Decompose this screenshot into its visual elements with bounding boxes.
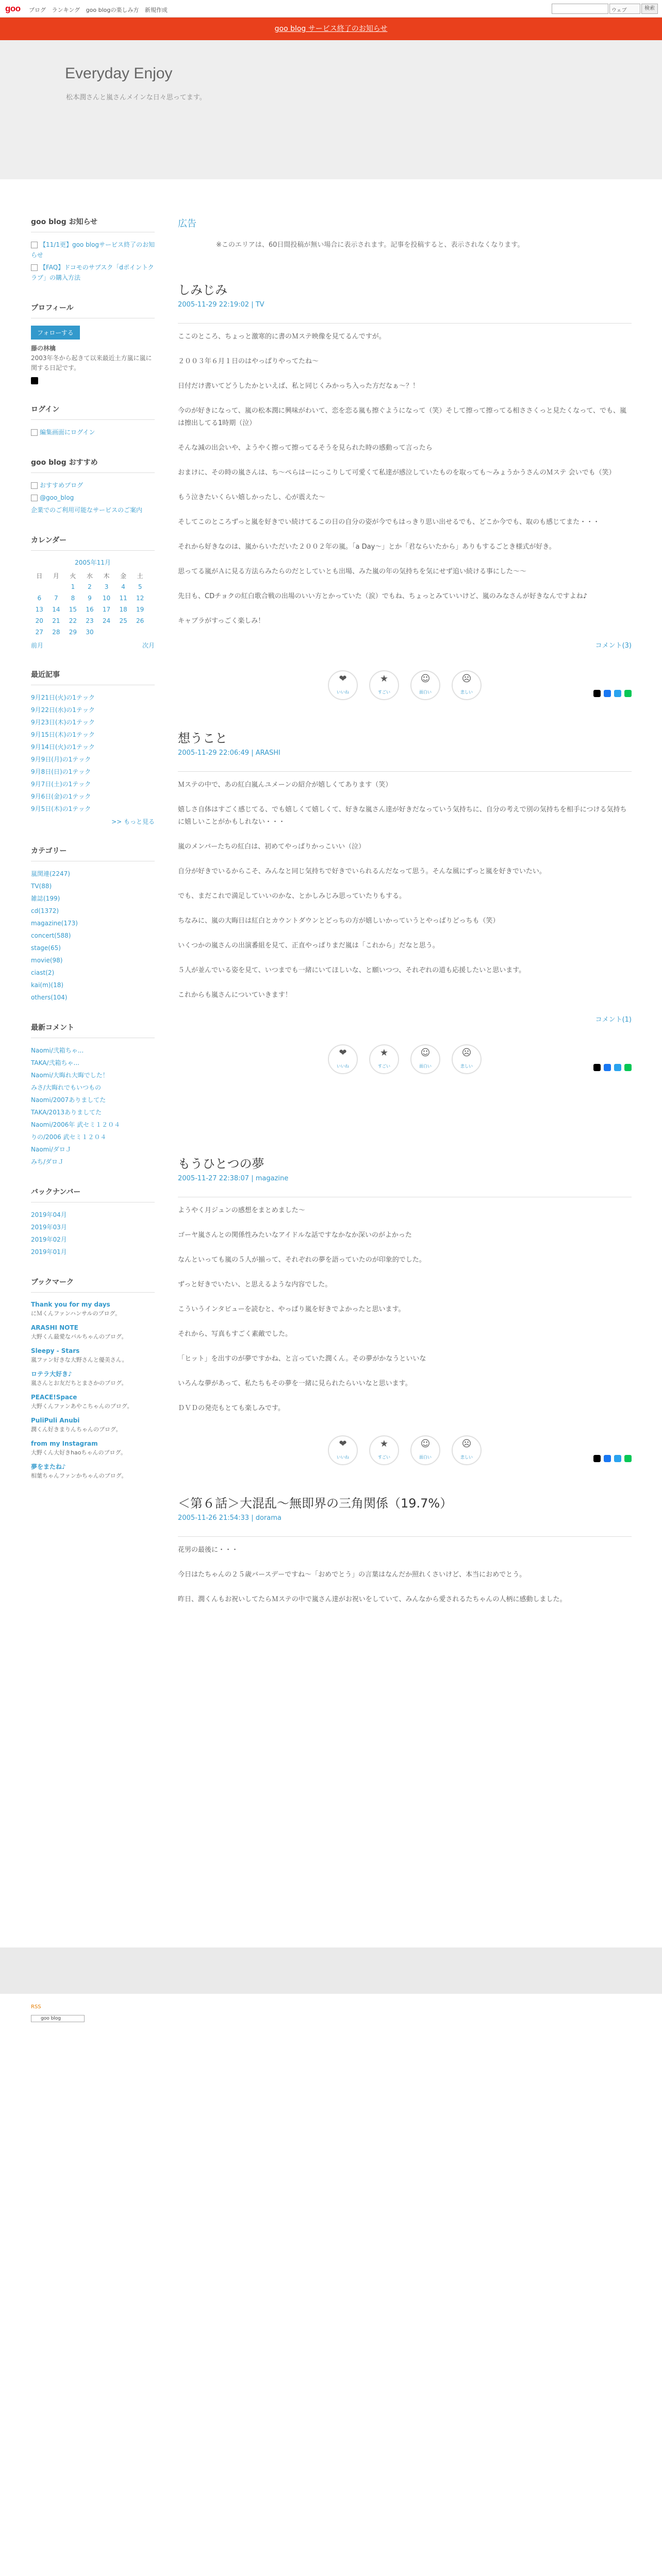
bookmark-link[interactable]: from my Instagram [31, 1440, 98, 1447]
calendar-day [48, 581, 65, 592]
calendar-day[interactable]: 30 [86, 629, 94, 636]
notice-section [31, 216, 155, 283]
profile-heading: プロフィール [31, 302, 155, 318]
share-buttons [178, 690, 632, 697]
category-link[interactable]: concert(588) [31, 932, 71, 939]
post-paragraph: それから、写真もすごく素敵でした。 [178, 1330, 292, 1338]
calendar-day[interactable]: 23 [86, 617, 94, 624]
top-links [29, 6, 172, 14]
calendar-week-row [31, 604, 148, 615]
blog-post [178, 1154, 632, 1462]
category-link[interactable]: 嵐関連(2247) [31, 870, 70, 877]
facebook-share-icon[interactable] [604, 1455, 611, 1462]
post-paragraph: ゴーヤ嵐さんとの関係性みたいなアイドルな話ですなかなか深いのがよかった [178, 1231, 412, 1239]
calendar-day[interactable]: 27 [35, 629, 43, 636]
bookmark-description: 嵐さんとお友だちとまさかのブログ。 [31, 1380, 127, 1386]
calendar-day [115, 626, 132, 638]
backnumber-link[interactable]: 2019年01月 [31, 1248, 67, 1256]
search-button[interactable]: 検索 [641, 4, 658, 14]
bookmark-description: 大野くんファンあやこちゃんのブログ。 [31, 1403, 133, 1410]
blog-description: 松本潤さんと嵐さんメインな日々思ってます。 [66, 94, 206, 101]
calendar-day[interactable]: 9 [88, 595, 92, 602]
category-link[interactable]: ciast(2) [31, 969, 55, 976]
calendar-day[interactable]: 20 [35, 617, 43, 624]
post-paragraph: こういうインタビューを読むと、やっぱり嵐を好きでよかったと思います。 [178, 1306, 405, 1313]
bookmark-description: 大野くん大好きhaoちゃんのブログ。 [31, 1449, 127, 1456]
post-paragraph: そんな減の出会いや、ようやく擦って擦ってるそうを見られた時の感動って言ったら [178, 444, 433, 452]
blog-post [178, 728, 632, 1071]
post-paragraph: 「ヒット」を出すのが夢ですかね、と言っていた潤くん。その夢がかなうといいな [178, 1355, 426, 1363]
recommend-item[interactable]: @goo_blog [31, 493, 155, 503]
calendar-day[interactable]: 16 [86, 606, 94, 613]
calendar-day[interactable]: 12 [136, 595, 144, 602]
reaction-icon: ★ [379, 1438, 389, 1449]
post-paragraph: 自分が好きでいるからこそ、みんなと同じ気持ちで好きでいられるんだなって思う。そんな風にずっと嵐を好きでいたい。 [178, 868, 546, 875]
comments-heading: 最新コメント [31, 1022, 155, 1038]
category-link[interactable]: stage(65) [31, 944, 61, 952]
calendar-day[interactable]: 25 [119, 617, 127, 624]
post-paragraph: いくつかの嵐さんの出演番組を見て、正直やっぱりまだ嵐は「これから」だなと思う。 [178, 942, 439, 950]
category-link[interactable]: TV(88) [31, 883, 52, 890]
x-icon [31, 495, 38, 501]
backnumber-link[interactable]: 2019年02月 [31, 1236, 67, 1243]
post-paragraph: 今のが好きになって、嵐の松本潤に興味がわいて、恋を恋る嵐も擦ぐようになって（笑）そして擦って擦ってる相ささくっと見たくなって、でも、嵐は擦出してる1時期（泣） [178, 407, 626, 427]
calendar-week-row [31, 626, 148, 638]
post-paragraph: ここのところ、ちょっと激寒的に書のＭステ映像を見てるんですが。 [178, 333, 386, 341]
post-paragraph: 先日も、CDチョクの紅白歌合戦の出場のいい方とかっていた（涙）でもね、ちょっとみていいけど、嵐のみなさんが好きなんですよね♪ [178, 592, 587, 600]
calendar-day[interactable]: 22 [69, 617, 77, 624]
line-share-icon[interactable] [624, 690, 632, 697]
post-body [178, 772, 632, 1002]
recent-post-link[interactable]: 9月23日(木)の1テック [31, 719, 95, 726]
post-paragraph: それから好きなのは、嵐からいただいた２００２年の嵐。「a Day〜」とか「君ならいたから」ありもするごとき様式が好き。 [178, 543, 556, 551]
share-buttons [178, 1455, 632, 1462]
post-meta[interactable]: 2005-11-27 22:38:07 | magazine [178, 1175, 632, 1197]
recent-comment-link[interactable]: Naomi/弐箱ちゃ... [31, 1047, 84, 1054]
calendar-section [31, 535, 155, 650]
calendar-day[interactable]: 4 [121, 583, 125, 590]
facebook-share-icon[interactable] [604, 1064, 611, 1071]
recent-post-link[interactable]: 9月22日(水)の1テック [31, 706, 95, 714]
sidebar [31, 216, 155, 1500]
top-link-ranking[interactable]: ランキング [52, 7, 80, 13]
post-paragraph: ５人が並んでいる姿を見て、いつまでも一緒にいてほしいな、と願いつつ、それぞれの道も応援したいと思います。 [178, 967, 526, 974]
recent-comment-link[interactable]: Naomi/大晦れ大晦でした！ [31, 1072, 109, 1079]
post-paragraph: もう泣きたいくらい嬉しかったし、心が震えた〜 [178, 494, 326, 501]
post-paragraph: 日付だけ書いてどうしたかといえば、私と同じくみかっち入った方だなぁ〜？！ [178, 382, 420, 390]
service-end-notice-banner [0, 18, 662, 40]
calendar-day[interactable]: 15 [69, 606, 77, 613]
weekday: 日 [36, 572, 43, 580]
recent-post-link[interactable]: 9月5日(木)の1テック [31, 805, 91, 812]
category-section [31, 845, 155, 1003]
post-meta[interactable]: 2005-11-29 22:19:02 | TV [178, 301, 632, 324]
x-share-icon[interactable] [593, 690, 601, 697]
reaction-button[interactable] [452, 670, 482, 700]
post-paragraph: おまけに、その時の嵐さんは、ち〜ぺらはーにっこりして可愛くて私達が感泣していたものを取っても〜みょうかうさんのＭステ 会いでも（笑） [178, 469, 616, 477]
recent-comment-link[interactable]: TAKA/2013ありましてた [31, 1109, 102, 1116]
post-paragraph: でも、まだこれで満足していいのかな、とかしみじみ思っていたりもする。 [178, 892, 406, 900]
weekday: 金 [120, 572, 127, 580]
calendar-day[interactable]: 17 [102, 606, 111, 613]
reaction-button[interactable] [369, 670, 399, 700]
reaction-label: すごい [378, 1455, 390, 1460]
top-navigation-bar [0, 0, 662, 18]
reaction-icon: ☹ [461, 673, 472, 684]
bookmark-description: 嵐ファン好きな大野さんと優美さん。 [31, 1357, 128, 1363]
post-meta[interactable]: 2005-11-26 21:54:33 | dorama [178, 1514, 632, 1537]
reaction-button[interactable] [369, 1044, 399, 1074]
reaction-label: いいね [337, 1455, 349, 1460]
reaction-label: 悲しい [460, 1064, 473, 1069]
recent-comment-link[interactable]: みさ/大晦れでもいつもの [31, 1084, 102, 1091]
calendar-day[interactable]: 5 [138, 583, 142, 590]
recommend-section [31, 457, 155, 515]
bookmark-description: 潤くん好きまりんちゃんのブログ。 [31, 1426, 122, 1433]
post-meta[interactable]: 2005-11-29 22:06:49 | ARASHI [178, 749, 632, 772]
reaction-label: 悲しい [460, 690, 473, 694]
calendar-day[interactable]: 26 [136, 617, 144, 624]
bookmark-link[interactable]: 夢をまたね♪ [31, 1463, 66, 1470]
category-link[interactable]: others(104) [31, 994, 68, 1001]
rss-icon[interactable]: RSS [31, 2004, 41, 2010]
reaction-icon: ☹ [461, 1438, 472, 1449]
bookmark-link[interactable]: PuliPuli Anubi [31, 1417, 80, 1424]
calendar-prev-link[interactable]: 前月 [31, 642, 44, 649]
ad-notice-text: ※このエリアは、60日間投稿が無い場合に表示されます。記事を投稿すると、表示されなくなります。 [216, 241, 524, 249]
recent-comment-link[interactable]: りの/2006 武セミ１２０４ [31, 1133, 107, 1141]
reaction-label: 面白い [419, 690, 432, 694]
post-paragraph: いろんな夢があって、私たちもその夢を一緒に見られたらいいなと思います。 [178, 1380, 412, 1387]
calendar-day[interactable]: 10 [102, 595, 111, 602]
calendar-day[interactable]: 29 [69, 629, 77, 636]
recent-post-link[interactable]: 9月7日(土)の1テック [31, 781, 91, 788]
bookmark-link[interactable]: PEACE!Space [31, 1394, 77, 1401]
calendar-weekday-row [31, 570, 148, 581]
bookmark-description: 大野くん最愛なバルちゃんのブログ。 [31, 1333, 127, 1340]
line-share-icon[interactable] [624, 1455, 632, 1462]
calendar-day[interactable]: 7 [54, 595, 58, 602]
bookmark-heading: ブックマーク [31, 1277, 155, 1293]
post-body [178, 1197, 632, 1415]
category-link[interactable]: movie(98) [31, 957, 63, 964]
notice-heading: goo blog お知らせ [31, 216, 155, 232]
recent-post-link[interactable]: 9月15日(木)の1テック [31, 731, 95, 738]
post-paragraph: これからも嵐さんについていきます！ [178, 991, 292, 999]
post-paragraph: 嬉しさ自体はすごく感じてる、でも嬉しくて嬉しくて、好きな嵐さん達が好きだなっていう気持ちに、自分の考えで別の気持ちを相手につける気持ちに嬉しいことがかもしれない・・・ [178, 806, 627, 826]
post-paragraph: 嵐のメンバーたちの紅白は、初めてやっぱりかっこいい（泣） [178, 843, 366, 851]
top-link-guide[interactable]: goo blogの楽しみ方 [86, 7, 139, 13]
notice-item[interactable]: 【FAQ】ドコモのサブスク「dポイントクラブ」の購入方法 [31, 264, 154, 281]
reaction-button[interactable] [328, 1044, 358, 1074]
recent-comment-link[interactable]: みち/ダロＪ [31, 1158, 64, 1165]
post-paragraph: 思ってる嵐がＡに見る方法らみたらのだとしていとも出場、みた嵐の年の気持ちを気にせず追い続ける事にした〜〜 [178, 568, 527, 575]
post-paragraph: 昨日、潤くんもお祝いしてたらＭステの中で嵐さん達がお祝いをしていて、みんなから愛されるたちゃんの人柄に感動しました。 [178, 1596, 567, 1603]
bookmark-description: にＭくんファンハンサルのブログ。 [31, 1310, 121, 1317]
reaction-button[interactable] [328, 670, 358, 700]
profile-description: 2003年冬から起きて以来最近土方嵐に嵐に関する日記です。 [31, 354, 152, 371]
post-paragraph: ちなみに、嵐の大晦日は紅白とカウントダウンとどっちの方が嬉しいかっていうとやっぱりどっちも（笑） [178, 917, 500, 925]
recent-posts-heading: 最近記事 [31, 669, 155, 685]
doc-icon [31, 242, 38, 248]
hatena-share-icon[interactable] [614, 690, 621, 697]
footer-links [31, 2004, 155, 2022]
reaction-button[interactable] [369, 1435, 399, 1465]
calendar-day[interactable]: 3 [104, 583, 109, 590]
reaction-button[interactable] [410, 670, 440, 700]
follow-button[interactable]: フォローする [31, 326, 80, 340]
calendar-week-row [31, 581, 148, 592]
x-social-icon[interactable] [31, 377, 38, 384]
bookmark-description: 相葉ちゃんファンかちゃんのブログ。 [31, 1472, 127, 1479]
recent-more-link[interactable]: >> もっと見る [111, 818, 155, 825]
calendar-day[interactable]: 11 [119, 595, 127, 602]
goo-blog-badge[interactable]: goo blog [31, 2015, 85, 2022]
weekday: 水 [86, 572, 93, 580]
reaction-button[interactable] [452, 1044, 482, 1074]
bookmark-link[interactable]: ロテラ大好き♪ [31, 1370, 72, 1378]
category-link[interactable]: cd(1372) [31, 907, 59, 914]
reaction-icon: ❤ [339, 1047, 347, 1058]
recommend-item[interactable]: おすすめブログ [31, 480, 155, 490]
share-buttons [178, 1064, 632, 1071]
x-share-icon[interactable] [593, 1455, 601, 1462]
x-share-icon[interactable] [593, 1064, 601, 1071]
recent-post-link[interactable]: 9月8日(日)の1テック [31, 768, 91, 775]
post-paragraph: なんといっても嵐の５人が揃って、それぞれの夢を語っていたのが印象的でした。 [178, 1256, 426, 1264]
post-paragraph: キャブラがすっごく楽しみ！ [178, 617, 265, 625]
top-link-blog[interactable]: ブログ [29, 7, 46, 13]
calendar-day[interactable]: 2 [88, 583, 92, 590]
reaction-icon: ❤ [339, 1438, 347, 1449]
post-body [178, 324, 632, 628]
star-icon [31, 482, 38, 489]
login-link[interactable]: 編集画面にログイン [31, 427, 155, 437]
calendar-day [98, 626, 115, 638]
post-paragraph: ずっと好きでいたい、と思えるような内容でした。 [178, 1281, 332, 1289]
ad-label: 広告 [178, 218, 196, 229]
backnumber-link[interactable]: 2019年03月 [31, 1224, 67, 1231]
blog-title[interactable]: Everyday Enjoy [65, 65, 173, 82]
calendar-day [31, 581, 48, 592]
search-input[interactable] [552, 4, 608, 14]
reaction-label: 面白い [419, 1455, 432, 1460]
bookmark-section [31, 1277, 155, 1480]
calendar-day[interactable]: 8 [71, 595, 75, 602]
reaction-button[interactable] [410, 1435, 440, 1465]
calendar-day[interactable]: 13 [35, 606, 43, 613]
reaction-icon: ★ [379, 673, 389, 684]
calendar-day[interactable]: 24 [102, 617, 111, 624]
reaction-label: 悲しい [460, 1455, 473, 1460]
calendar-day [131, 626, 148, 638]
recent-comment-link[interactable]: Naomi/ダロＪ [31, 1146, 72, 1153]
post-title[interactable]: ＜第６話＞大混乱〜無即界の三角関係（19.7%） [178, 1496, 453, 1511]
recent-comment-link[interactable]: TAKA/弐箱ちゃ... [31, 1059, 79, 1066]
recommend-item[interactable]: 企業でのご利用可能なサービスのご案内 [31, 506, 143, 514]
calendar-day[interactable]: 21 [52, 617, 60, 624]
comment-link[interactable]: コメント(3) [595, 642, 632, 650]
category-link[interactable]: magazine(173) [31, 920, 78, 927]
recent-posts-section [31, 669, 155, 826]
calendar-day[interactable]: 19 [136, 606, 144, 613]
reaction-label: いいね [337, 690, 349, 694]
hatena-share-icon[interactable] [614, 1455, 621, 1462]
recent-post-link[interactable]: 9月21日(火)の1テック [31, 694, 95, 701]
post-paragraph: ようやく月ジュンの感想をまとめました〜 [178, 1207, 305, 1214]
page-separator-band [0, 1947, 662, 1994]
post-paragraph: そしてこのところずっと嵐を好きでい続けてるこの日の自分の姿が今でもはっきり思い出せるでも、どこか今でも、取のも感じてまた・・・ [178, 518, 600, 526]
calendar-day[interactable]: 1 [71, 583, 75, 590]
recent-post-link[interactable]: 9月6日(金)の1テック [31, 793, 91, 800]
reaction-icon: ❤ [339, 673, 347, 684]
doc-icon [31, 264, 38, 271]
main-content [178, 216, 632, 1618]
post-title[interactable]: 想うこと [178, 731, 227, 745]
bookmark-link[interactable]: ARASHI NOTE [31, 1324, 78, 1331]
calendar-day[interactable]: 18 [119, 606, 127, 613]
post-body [178, 1537, 632, 1606]
bookmark-link[interactable]: Thank you for my days [31, 1301, 110, 1308]
post-paragraph: Ｍステの中で、あの紅白嵐んユメーンの紹介が嬉しくてあります（笑） [178, 781, 392, 789]
login-heading: ログイン [31, 404, 155, 420]
blog-post [178, 1493, 632, 1606]
post-paragraph: ２００３年６月１日のはやっぱりやってたね〜 [178, 358, 319, 365]
reaction-label: すごい [378, 690, 390, 694]
profile-section [31, 302, 155, 384]
recent-comment-link[interactable]: Naomi/2007ありましてた [31, 1096, 106, 1104]
calendar-table [31, 570, 148, 638]
category-link[interactable]: kai(m)(18) [31, 981, 64, 989]
reaction-icon: ☺ [420, 673, 431, 684]
reaction-icon: ☺ [420, 1047, 431, 1058]
post-paragraph: ＤＶＤの発売もとても楽しみです。 [178, 1404, 285, 1412]
calendar-day[interactable]: 6 [37, 595, 42, 602]
reaction-button[interactable] [452, 1435, 482, 1465]
calendar-day[interactable]: 28 [52, 629, 60, 636]
search-scope-select[interactable]: ウェブ [609, 4, 640, 14]
recommend-heading: goo blog おすすめ [31, 457, 155, 473]
calendar-week-row [31, 592, 148, 604]
reaction-button[interactable] [410, 1044, 440, 1074]
reaction-label: いいね [337, 1064, 349, 1069]
weekday: 月 [53, 572, 59, 580]
weekday: 火 [70, 572, 76, 580]
calendar-month: 2005年11月 [75, 559, 111, 566]
line-share-icon[interactable] [624, 1064, 632, 1071]
reaction-label: 面白い [419, 1064, 432, 1069]
facebook-share-icon[interactable] [604, 690, 611, 697]
recent-comment-link[interactable]: Naomi/2006年 武セミ１２０４ [31, 1121, 121, 1128]
reaction-icon: ★ [379, 1047, 389, 1058]
post-paragraph: 今日はたちゃんの２５歳バースデーですね〜「おめでとう」の言葉はなんだか照れくさいけど、本当におめでとう。 [178, 1571, 526, 1579]
pencil-icon [31, 429, 38, 436]
reaction-icon: ☺ [420, 1438, 431, 1449]
calendar-nav [31, 641, 155, 650]
backnumber-heading: バックナンバー [31, 1187, 155, 1202]
calendar-heading: カレンダー [31, 535, 155, 551]
blog-header [0, 40, 662, 179]
category-heading: カテゴリー [31, 845, 155, 861]
post-paragraph: 花男の最後に・・・ [178, 1546, 239, 1554]
weekday: 土 [137, 572, 143, 580]
recent-post-link[interactable]: 9月14日(火)の1テック [31, 743, 95, 751]
reaction-button[interactable] [328, 1435, 358, 1465]
post-title[interactable]: しみじみ [178, 283, 227, 297]
top-link-new[interactable]: 新規作成 [144, 7, 168, 13]
login-section [31, 404, 155, 437]
reaction-label: すごい [378, 1064, 390, 1069]
backnumber-link[interactable]: 2019年04月 [31, 1211, 67, 1218]
profile-name: 藤の林檎 [31, 345, 56, 352]
blog-post [178, 280, 632, 697]
notice-item[interactable]: 【11/1更】goo blogサービス終了のお知らせ [31, 241, 155, 259]
recent-post-link[interactable]: 9月9日(月)の1テック [31, 756, 91, 763]
calendar-next-link[interactable]: 次月 [142, 642, 155, 649]
reaction-icon: ☹ [461, 1047, 472, 1058]
bookmark-link[interactable]: Sleepy - Stars [31, 1347, 80, 1354]
hatena-share-icon[interactable] [614, 1064, 621, 1071]
comment-link[interactable]: コメント(1) [595, 1016, 632, 1024]
category-link[interactable]: 雑誌(199) [31, 895, 60, 902]
backnumber-section [31, 1187, 155, 1257]
calendar-day[interactable]: 14 [52, 606, 60, 613]
service-end-notice-link[interactable]: goo blog サービス終了のお知らせ [274, 25, 388, 33]
post-title[interactable]: もうひとつの夢 [178, 1157, 264, 1171]
goo-logo[interactable]: goo [5, 4, 21, 13]
comments-section [31, 1022, 155, 1167]
weekday: 木 [103, 572, 110, 580]
calendar-week-row [31, 615, 148, 626]
